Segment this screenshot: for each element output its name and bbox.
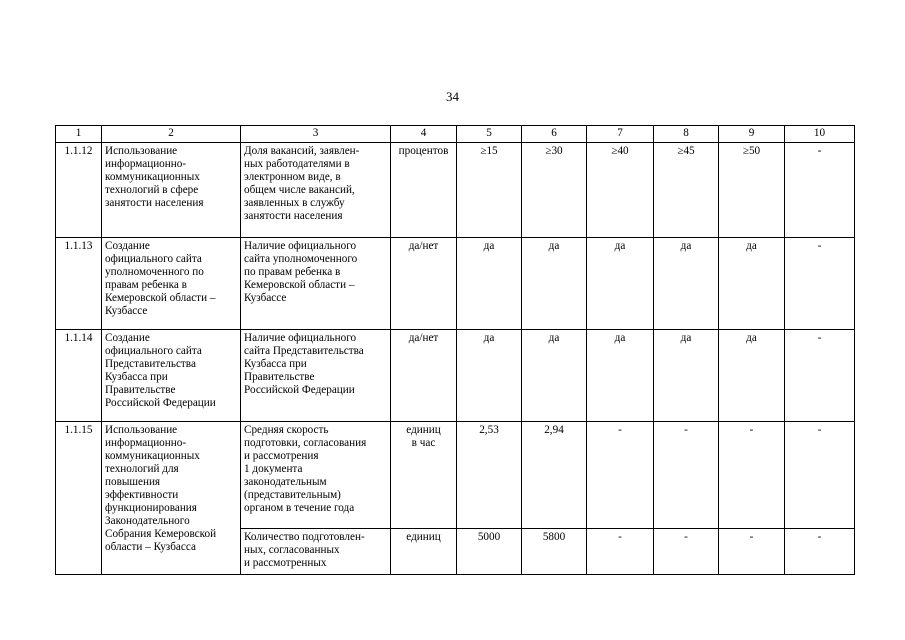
table-row (56, 143, 855, 238)
indicator-name: Наличие официального сайта уполномоченного по правам ребенка в Кемеровской области – Кузбассе (241, 238, 391, 330)
measure-name: Использование информационно- коммуникационных технологий в сфере занятости населения (102, 143, 241, 238)
unit: процентов (391, 143, 457, 238)
value-cell: - (785, 529, 855, 575)
value-cell: да (522, 238, 587, 330)
column-header: 2 (102, 126, 241, 143)
value-cell: да (587, 330, 654, 422)
value-cell: да (654, 330, 719, 422)
value-cell: 2,53 (457, 422, 522, 529)
column-header: 3 (241, 126, 391, 143)
column-header: 5 (457, 126, 522, 143)
value-cell: - (654, 529, 719, 575)
column-header: 4 (391, 126, 457, 143)
value-cell: да (457, 330, 522, 422)
indicator-name: Количество подготовлен- ных, согласованных и рассмотренных (241, 529, 391, 575)
value-cell: 2,94 (522, 422, 587, 529)
value-cell: да (587, 238, 654, 330)
table-row (56, 238, 855, 330)
page-number: 34 (446, 89, 459, 104)
indicator-name: Доля вакансий, заявлен- ных работодателями в электронном виде, в общем числе вакансий, заявленных в службу занятости населения (241, 143, 391, 238)
value-cell: - (719, 422, 785, 529)
value-cell: ≥50 (719, 143, 785, 238)
unit: единиц (391, 529, 457, 575)
value-cell: 5800 (522, 529, 587, 575)
value-cell: ≥45 (654, 143, 719, 238)
table-row (56, 330, 855, 422)
value-cell: ≥30 (522, 143, 587, 238)
column-header: 8 (654, 126, 719, 143)
row-number: 1.1.14 (56, 330, 102, 422)
table-header-row (56, 126, 855, 143)
unit: да/нет (391, 330, 457, 422)
measure-name: Создание официального сайта Представительства Кузбасса при Правительстве Российской Федерации (102, 330, 241, 422)
value-cell: - (587, 529, 654, 575)
row-number: 1.1.15 (56, 422, 102, 575)
value-cell: - (785, 422, 855, 529)
value-cell: да (719, 330, 785, 422)
measure-name: Создание официального сайта уполномоченного по правам ребенка в Кемеровской области – Кузбассе (102, 238, 241, 330)
value-cell: да (719, 238, 785, 330)
row-number: 1.1.13 (56, 238, 102, 330)
value-cell: да (457, 238, 522, 330)
unit: единиц в час (391, 422, 457, 529)
unit: да/нет (391, 238, 457, 330)
value-cell: ≥15 (457, 143, 522, 238)
value-cell: ≥40 (587, 143, 654, 238)
measure-name: Использование информационно- коммуникационных технологий для повышения эффективности функционирования Законодательного Собрания Кемеровской области – Кузбасса (102, 422, 241, 575)
indicator-name: Средняя скорость подготовки, согласования и рассмотрения 1 документа законодательным (представительным) органом в течение года (241, 422, 391, 529)
indicator-name: Наличие официального сайта Представительства Кузбасса при Правительстве Российской Федерации (241, 330, 391, 422)
value-cell: - (785, 143, 855, 238)
table-row (56, 422, 855, 529)
value-cell: 5000 (457, 529, 522, 575)
value-cell: да (654, 238, 719, 330)
column-header: 7 (587, 126, 654, 143)
value-cell: - (587, 422, 654, 529)
column-header: 9 (719, 126, 785, 143)
indicators-table (55, 125, 855, 575)
column-header: 6 (522, 126, 587, 143)
value-cell: - (654, 422, 719, 529)
value-cell: - (719, 529, 785, 575)
value-cell: - (785, 330, 855, 422)
row-number: 1.1.12 (56, 143, 102, 238)
value-cell: - (785, 238, 855, 330)
value-cell: да (522, 330, 587, 422)
column-header: 1 (56, 126, 102, 143)
column-header: 10 (785, 126, 855, 143)
